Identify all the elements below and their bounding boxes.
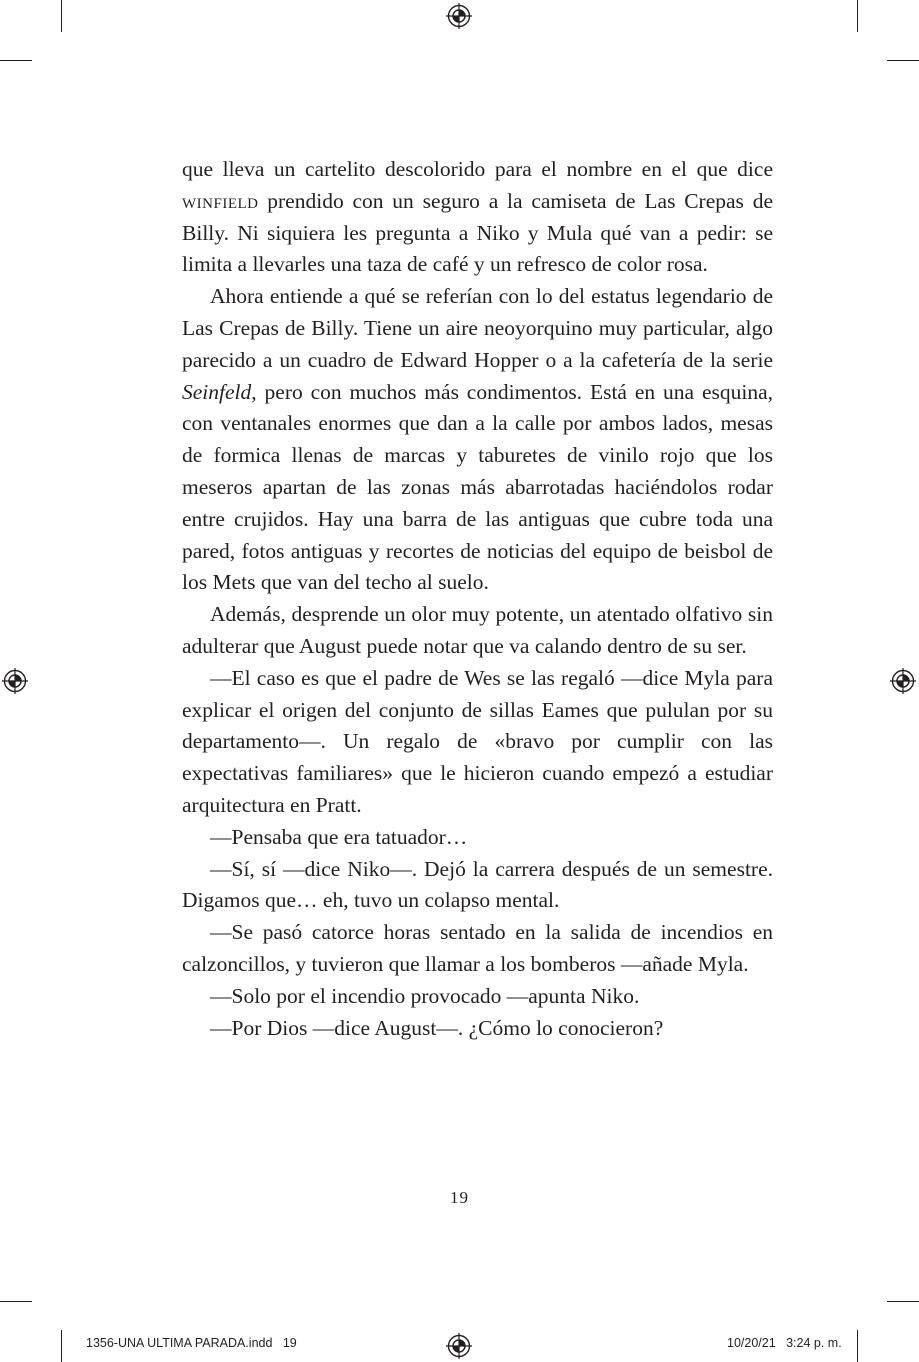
crop-mark-bottom-right-vertical — [857, 1330, 858, 1362]
registration-mark-icon — [890, 668, 916, 694]
text-run: Ahora entiende a qué se referían con lo del estatus legendario de Las Crepas de Billy. Tiene un aire neoyorquino muy particular, algo parecido a un cuadro de Edward Hopper o a la cafetería de la serie — [182, 284, 773, 372]
text-run: —Solo por el incendio provocado —apunta Niko. — [210, 983, 640, 1008]
crop-mark-bottom-left-vertical — [61, 1330, 62, 1362]
paragraph — [182, 1013, 773, 1045]
paragraph — [182, 854, 773, 918]
crop-mark-bottom-left-horizontal — [0, 1301, 32, 1302]
text-run-smallcaps: winfield — [182, 188, 259, 213]
page-number: 19 — [450, 1188, 469, 1207]
paragraph — [182, 281, 773, 599]
text-run: —Sí, sí —dice Niko—. Dejó la carrera después de un semestre. Digamos que… eh, tuvo un colapso mental. — [182, 856, 773, 913]
paragraph — [182, 981, 773, 1013]
text-run: , pero con muchos más condimentos. Está en una esquina, con ventanales enormes que dan a la calle por ambos lados, mesas de formica llenas de marcas y taburetes de vinilo rojo que los meseros apartan de las zonas más abarrotadas haciéndolos rodar entre crujidos. Hay una barra de las antiguas que cubre toda una pared, fotos antiguas y recortes de noticias del equipo de beisbol de los Mets que van del techo al suelo. — [182, 379, 773, 595]
crop-mark-top-left-vertical — [61, 0, 62, 32]
registration-mark-icon — [2, 668, 28, 694]
text-run: que lleva un cartelito descolorido para el nombre en el que dice — [182, 157, 773, 181]
paragraph — [182, 822, 773, 854]
text-run: —Se pasó catorce horas sentado en la salida de incendios en calzoncillos, y tuvieron que llamar a los bomberos —añade Myla. — [182, 920, 773, 976]
paragraph — [182, 663, 773, 822]
registration-mark-icon — [446, 1333, 472, 1359]
text-run: —Por Dios —dice August—. ¿Cómo lo conocieron? — [210, 1015, 664, 1040]
slug-timestamp: 10/20/21 3:24 p. m. — [727, 1336, 842, 1350]
text-run: Además, desprende un olor muy potente, un atentado olfativo sin adulterar que August puede notar que va calando dentro de su ser. — [182, 602, 773, 658]
paragraph — [182, 917, 773, 981]
crop-mark-top-right-vertical — [857, 0, 858, 32]
paragraph — [182, 154, 773, 281]
text-run: —El caso es que el padre de Wes se las regaló —dice Myla para explicar el origen del conjunto de sillas Eames que pululan por su departamento—. Un regalo de «bravo por cumplir con las expectativas familiares» que le hicieron cuando empezó a estudiar arquitectura en Pratt. — [182, 665, 773, 817]
text-run-italic: Seinfeld — [182, 379, 252, 404]
text-run: —Pensaba que era tatuador… — [210, 824, 468, 849]
registration-mark-icon — [446, 3, 472, 29]
crop-mark-top-left-horizontal — [0, 60, 32, 61]
paragraph — [182, 599, 773, 663]
slug-filename: 1356-UNA ULTIMA PARADA.indd 19 — [86, 1336, 297, 1350]
crop-mark-bottom-right-horizontal — [887, 1301, 919, 1302]
text-run: prendido con un seguro a la camiseta de Las Crepas de Billy. Ni siquiera les pregunta a Niko y Mula qué van a pedir: se limita a llevarles una taza de café y un refresco de color rosa. — [182, 188, 773, 277]
crop-mark-top-right-horizontal — [887, 60, 919, 61]
body-text — [182, 154, 773, 1044]
